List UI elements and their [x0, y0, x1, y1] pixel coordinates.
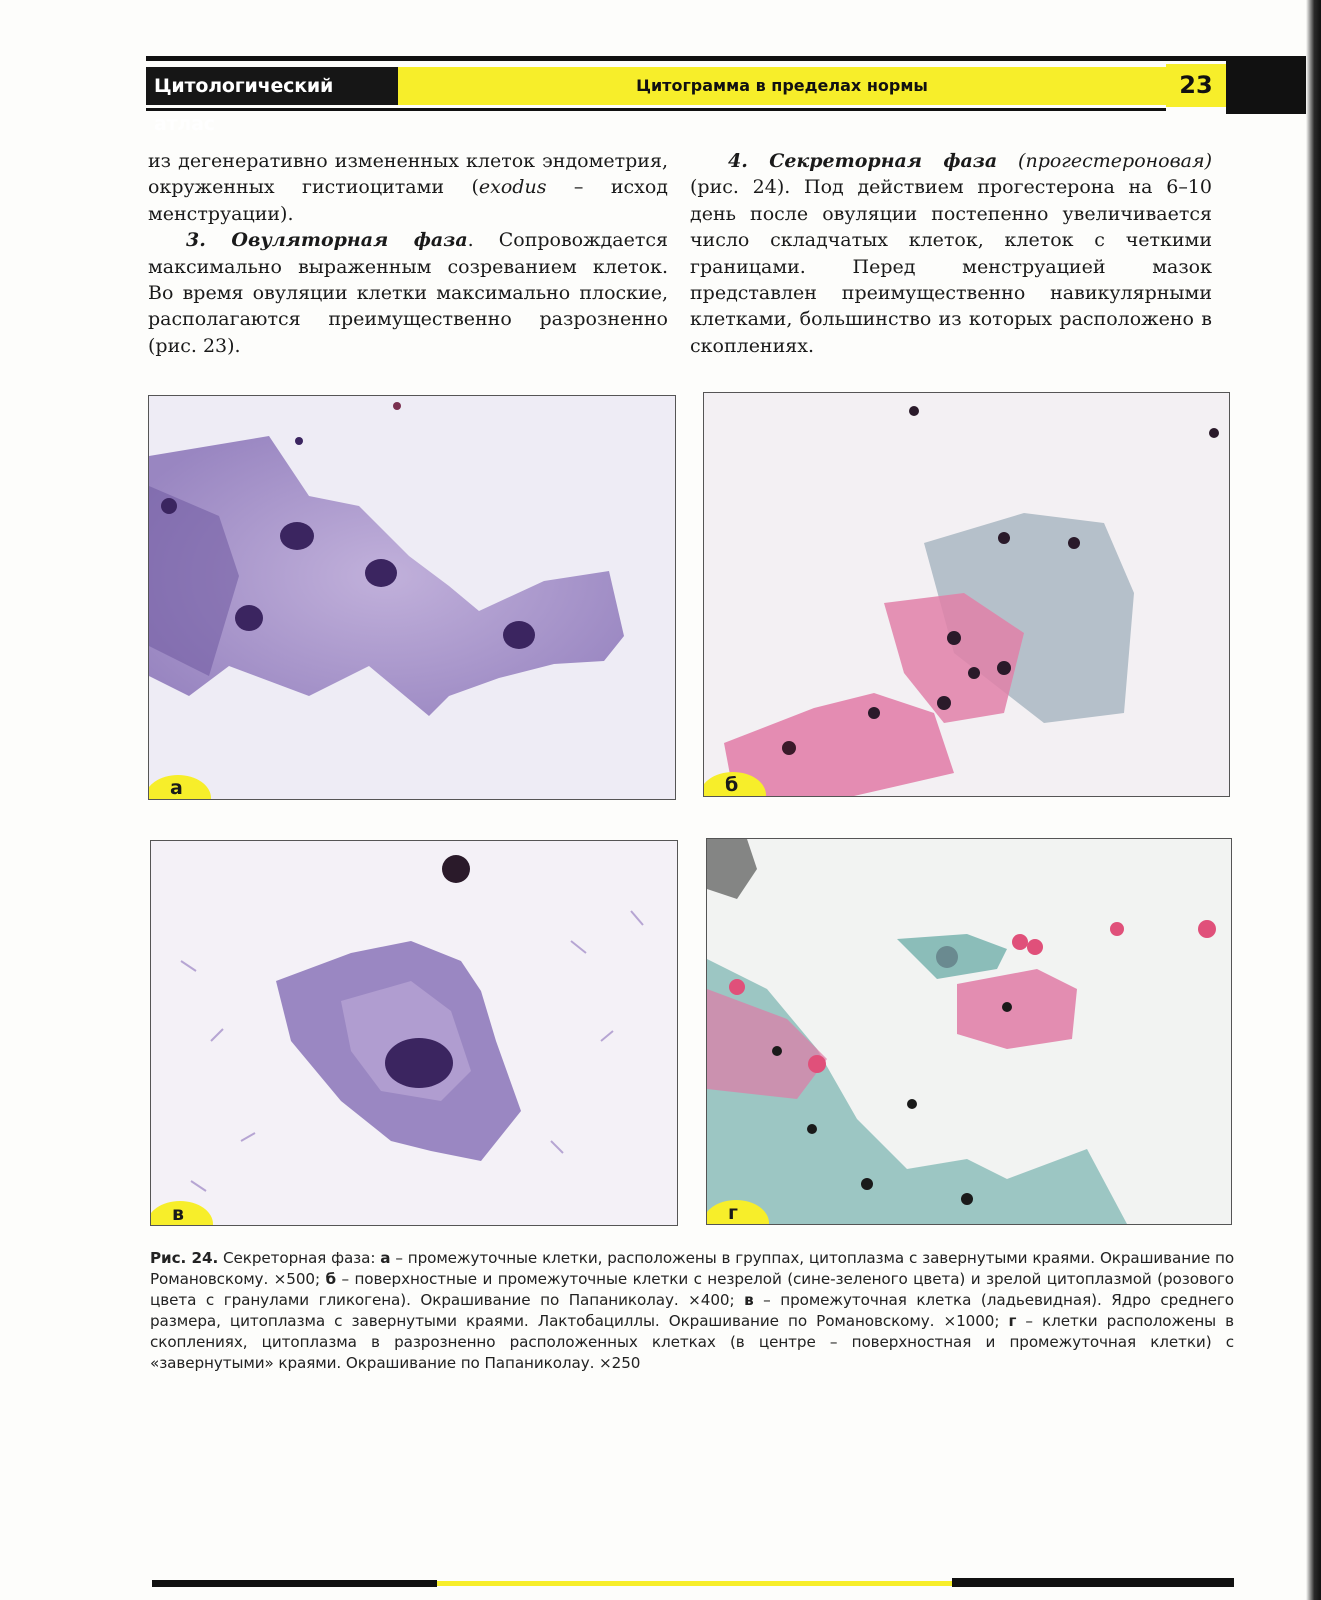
paragraph: 4. Секреторная фаза (прогестероновая) (рис. 24). Под действием прогестерона на 6–10 день после овуляции постепенно увеличивается число складчатых клеток, клеток с четкими границами. Перед менструацией мазок представлен преимущественно навикулярными клетками, большинство из которых расположено в скоплениях. [690, 150, 1212, 357]
footer-rule-yellow [437, 1581, 952, 1586]
book-title: Цитологический атлас [146, 67, 398, 105]
paragraph: 3. Овуляторная фаза. Сопровождается максимально выраженным созреванием клеток. Во время овуляции клетки максимально плоские, располагаются преимущественно разрозненно (рис. 23). [148, 229, 668, 357]
text-column-right [690, 148, 1212, 359]
caption-prefix: Рис. 24. [150, 1249, 219, 1267]
header-underline [146, 108, 1166, 111]
header-rule [146, 56, 1306, 61]
text-column-left [148, 148, 668, 359]
figure-label-a: а [148, 775, 211, 800]
microscopy-image-v [150, 840, 678, 1226]
page-edge-shadow [1306, 0, 1321, 1600]
section-heading: 4. Секреторная фаза [728, 150, 998, 172]
paragraph: из дегенеративно измененных клеток эндометрия, окруженных гистиоцитами (exodus – исход менструации). [148, 150, 668, 225]
page-number: 23 [1166, 64, 1226, 107]
figure-caption: Рис. 24. Секреторная фаза: а – промежуточные клетки, расположены в группах, цитоплазма с завернутыми краями. Окрашивание по Романовскому. ×500; б – поверхностные и промежуточные клетки с незрелой (сине-зеленого цвета) и зрелой цитоплазмой (розового цвета с гранулами гликогена). Окрашивание по Папаниколау. ×400; в – промежуточная клетка (ладьевидная). Ядро среднего размера, цитоплазма с завернутыми краями. Лактобациллы. Окрашивание по Романовскому. ×1000; г – клетки расположены в скоплениях, цитоплазма в разрозненно расположенных клетках (в центре – поверхностная и промежуточная клетки) с «завернутыми» краями. Окрашивание по Папаниколау. ×250 [150, 1249, 1235, 1372]
footer-rule-left [152, 1580, 437, 1587]
running-header [146, 56, 1306, 135]
figure-label-g: г [706, 1200, 769, 1225]
footer-rule-right [952, 1578, 1234, 1587]
header-black-block [1226, 56, 1306, 114]
section-heading: 3. Овуляторная фаза [186, 229, 468, 252]
microscopy-image-g [706, 838, 1232, 1225]
microscopy-image-a [148, 395, 676, 800]
microscopy-image-b [703, 392, 1230, 797]
section-title: Цитограмма в пределах нормы [398, 67, 1166, 105]
figure-label-v: в [150, 1201, 213, 1226]
figure-label-b: б [703, 772, 766, 797]
